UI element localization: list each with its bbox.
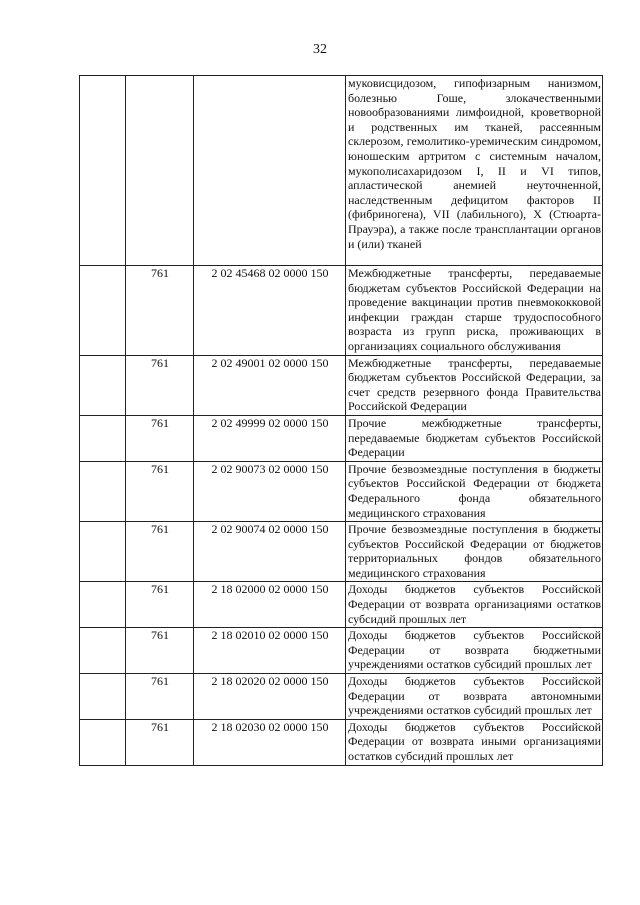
income-name-cell: Доходы бюджетов субъектов Российской Федерации от возврата автономными учреждениями остатков субсидий прошлых лет bbox=[346, 674, 603, 720]
income-name-cell: Межбюджетные трансферты, передаваемые бюджетам субъектов Российской Федерации на проведение вакцинации против пневмококковой инфекции граждан старше трудоспособного возраста из групп риска, проживающих в организациях социального обслуживания bbox=[346, 266, 603, 356]
admin-code-cell: 761 bbox=[126, 674, 194, 720]
admin-code-cell bbox=[126, 76, 194, 266]
income-name-cell: Доходы бюджетов субъектов Российской Федерации от возврата иными организациями остатков субсидий прошлых лет bbox=[346, 719, 603, 765]
empty-cell bbox=[80, 266, 126, 356]
empty-cell bbox=[80, 719, 126, 765]
empty-cell bbox=[80, 355, 126, 415]
table-row bbox=[80, 582, 603, 628]
income-code-cell bbox=[194, 76, 346, 266]
income-name-cell: Прочие безвозмездные поступления в бюджеты субъектов Российской Федерации от бюджета Федерального фонда обязательного медицинского страхования bbox=[346, 461, 603, 521]
income-name-cell: муковисцидозом, гипофизарным нанизмом, болезнью Гоше, злокачественными новообразованиями лимфоидной, кроветворной и родственных им тканей, рассеянным склерозом, гемолитико-уремическим синдромом, юношеским артритом с системным началом, мукополисахаридозом I, II и VI типов, апластической анемией неуточненной, наследственным дефицитом факторов II (фибриногена), VII (лабильного), X (Стюарта-Прауэра), а также после трансплантации органов и (или) тканей bbox=[346, 76, 603, 266]
income-code-cell: 2 18 02010 02 0000 150 bbox=[194, 628, 346, 674]
income-name-cell: Прочие безвозмездные поступления в бюджеты субъектов Российской Федерации от бюджетов территориальных фондов обязательного медицинского страхования bbox=[346, 522, 603, 582]
income-name-cell: Доходы бюджетов субъектов Российской Федерации от возврата организациями остатков субсидий прошлых лет bbox=[346, 582, 603, 628]
table-row bbox=[80, 266, 603, 356]
table-row bbox=[80, 415, 603, 461]
income-name-cell: Доходы бюджетов субъектов Российской Федерации от возврата бюджетными учреждениями остатков субсидий прошлых лет bbox=[346, 628, 603, 674]
admin-code-cell: 761 bbox=[126, 582, 194, 628]
income-code-cell: 2 18 02000 02 0000 150 bbox=[194, 582, 346, 628]
table-row bbox=[80, 628, 603, 674]
table-row-continued bbox=[80, 76, 603, 266]
income-name-cell: Прочие межбюджетные трансферты, передаваемые бюджетам субъектов Российской Федерации bbox=[346, 415, 603, 461]
income-code-cell: 2 02 49999 02 0000 150 bbox=[194, 415, 346, 461]
empty-cell bbox=[80, 628, 126, 674]
income-code-cell: 2 02 49001 02 0000 150 bbox=[194, 355, 346, 415]
admin-code-cell: 761 bbox=[126, 719, 194, 765]
empty-cell bbox=[80, 461, 126, 521]
income-code-cell: 2 18 02030 02 0000 150 bbox=[194, 719, 346, 765]
admin-code-cell: 761 bbox=[126, 522, 194, 582]
table-row bbox=[80, 719, 603, 765]
empty-cell bbox=[80, 76, 126, 266]
income-code-cell: 2 02 45468 02 0000 150 bbox=[194, 266, 346, 356]
page-number: 32 bbox=[313, 42, 327, 57]
empty-cell bbox=[80, 582, 126, 628]
budget-income-table bbox=[79, 75, 603, 766]
admin-code-cell: 761 bbox=[126, 415, 194, 461]
table-body bbox=[80, 76, 603, 766]
table-row bbox=[80, 522, 603, 582]
table-row bbox=[80, 674, 603, 720]
table-row bbox=[80, 461, 603, 521]
empty-cell bbox=[80, 415, 126, 461]
table-row bbox=[80, 355, 603, 415]
admin-code-cell: 761 bbox=[126, 461, 194, 521]
empty-cell bbox=[80, 522, 126, 582]
admin-code-cell: 761 bbox=[126, 628, 194, 674]
income-code-cell: 2 02 90074 02 0000 150 bbox=[194, 522, 346, 582]
income-name-cell: Межбюджетные трансферты, передаваемые бюджетам субъектов Российской Федерации, за счет средств резервного фонда Правительства Российской Федерации bbox=[346, 355, 603, 415]
admin-code-cell: 761 bbox=[126, 266, 194, 356]
admin-code-cell: 761 bbox=[126, 355, 194, 415]
empty-cell bbox=[80, 674, 126, 720]
income-code-cell: 2 18 02020 02 0000 150 bbox=[194, 674, 346, 720]
income-code-cell: 2 02 90073 02 0000 150 bbox=[194, 461, 346, 521]
